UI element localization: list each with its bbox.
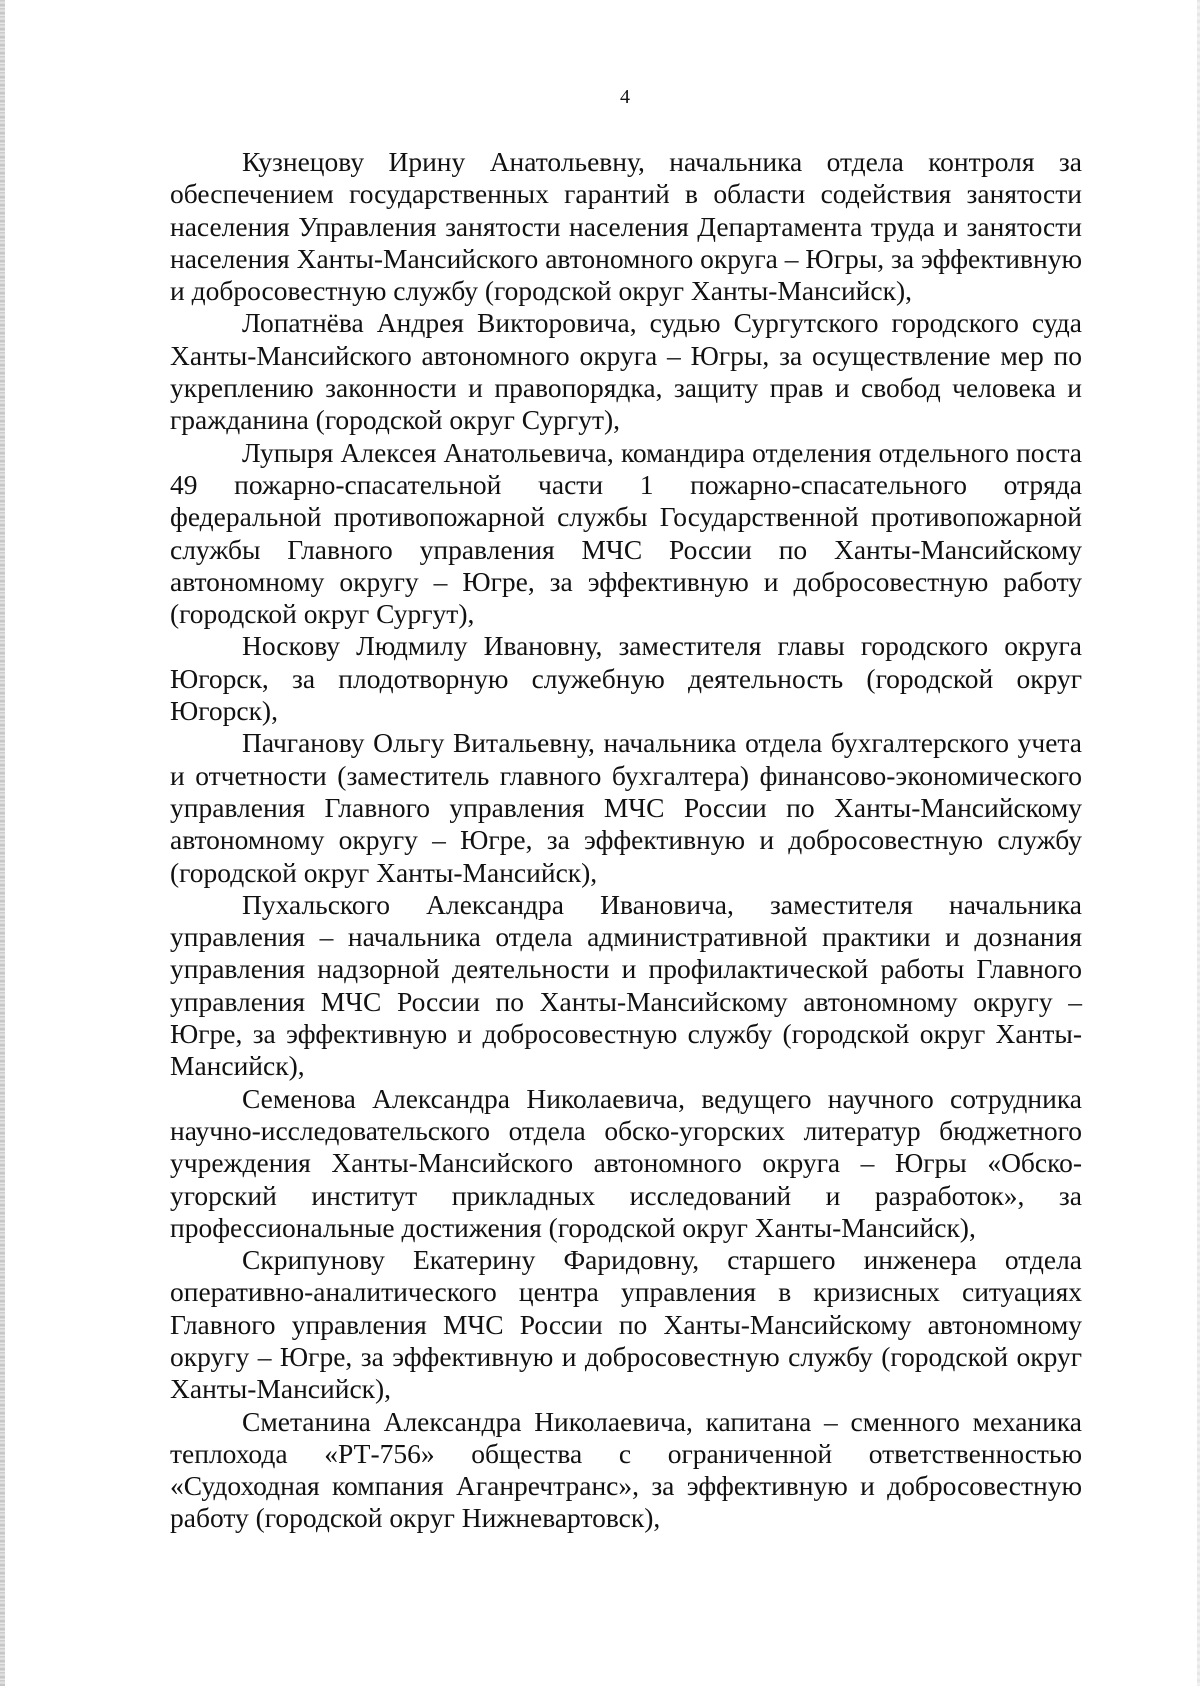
paragraph-kuznetsova: Кузнецову Ирину Анатольевну, начальника отдела контроля за обеспечением государственных гарантий в области содействия занятости населения Управления занятости населения Департамента труда и занятости населения Ханты-Мансийского автономного округа – Югры, за эффективную и добросовестную службу (городской округ Ханты-Мансийск), [170, 146, 1082, 307]
paragraph-noskova: Носкову Людмилу Ивановну, заместителя главы городского округа Югорск, за плодотворную служебную деятельность (городской округ Югорск), [170, 630, 1082, 727]
scan-edge-left [0, 0, 5, 1686]
paragraph-semenov: Семенова Александра Николаевича, ведущего научного сотрудника научно-исследовательского отдела обско-угорских литератур бюджетного учреждения Ханты-Мансийского автономного округа – Югры «Обско-угорский институт прикладных исследований и разработок», за профессиональные достижения (городской округ Ханты-Мансийск), [170, 1082, 1082, 1243]
document-body [170, 146, 1082, 1535]
paragraph-pachganova: Пачганову Ольгу Витальевну, начальника отдела бухгалтерского учета и отчетности (заместитель главного бухгалтера) финансово-экономического управления Главного управления МЧС России по Ханты-Мансийскому автономному округу – Югре, за эффективную и добросовестную службу (городской округ Ханты-Мансийск), [170, 727, 1082, 888]
paragraph-lopatnev: Лопатнёва Андрея Викторовича, судью Сургутского городского суда Ханты-Мансийского автономного округа – Югры, за осуществление мер по укреплению законности и правопорядка, защиту прав и свобод человека и гражданина (городской округ Сургут), [170, 307, 1082, 436]
paragraph-smetanin: Сметанина Александра Николаевича, капитана – сменного механика теплохода «РТ-756» общества с ограниченной ответственностью «Судоходная компания Аганречтранс», за эффективную и добросовестную работу (городской округ Нижневартовск), [170, 1405, 1082, 1534]
paragraph-lupyr: Лупыря Алексея Анатольевича, командира отделения отдельного поста 49 пожарно-спасательной части 1 пожарно-спасательного отряда федеральной противопожарной службы Государственной противопожарной службы Главного управления МЧС России по Ханты-Мансийскому автономному округу – Югре, за эффективную и добросовестную работу (городской округ Сургут), [170, 436, 1082, 630]
paragraph-pukhalsky: Пухальского Александра Ивановича, заместителя начальника управления – начальника отдела административной практики и дознания управления надзорной деятельности и профилактической работы Главного управления МЧС России по Ханты-Мансийскому автономному округу – Югре, за эффективную и добросовестную службу (городской округ Ханты-Мансийск), [170, 888, 1082, 1082]
page-number: 4 [620, 86, 630, 108]
paragraph-skripunova: Скрипунову Екатерину Фаридовну, старшего инженера отдела оперативно-аналитического центра управления в кризисных ситуациях Главного управления МЧС России по Ханты-Мансийскому автономному округу – Югре, за эффективную и добросовестную службу (городской округ Ханты-Мансийск), [170, 1244, 1082, 1405]
